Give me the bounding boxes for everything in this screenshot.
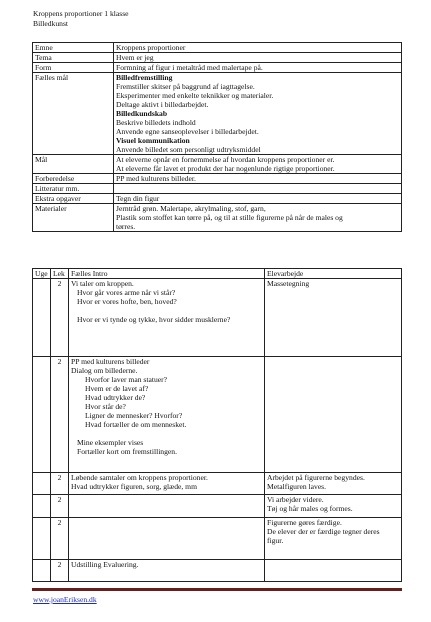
intro-cell [69,279,265,357]
week-cell [33,495,51,518]
row-value [114,204,402,232]
section-line: Anvende egne sanseoplevelser i billedarbejdet. [116,127,259,136]
work-line: De elever der er færdige tegner deres [267,527,380,536]
intro-line: Mine eksempler vises [77,438,144,447]
intro-line: Hvad udtrykker de? [85,393,146,402]
intro-line: Hvem er de lavet af? [85,384,149,393]
table-row [33,174,402,184]
section-line: Anvende billedet som personligt udtryksmiddel [116,145,261,154]
lesson-cell: 2 [51,473,69,495]
intro-line: Hvor er vi tynde og tykke, hvor sidder musklerne? [77,315,231,324]
page-subtitle: Billedkunst [33,19,69,28]
week-cell [33,279,51,357]
table-row [33,73,402,155]
intro-line: Løbende samtaler om kroppens proportioner. [71,473,208,482]
intro-line [71,306,262,315]
intro-cell [69,357,265,473]
intro-line: Hvad udtrykker figuren, sorg, glæde, mm [71,482,197,491]
section-line: Fremstiller skitser på baggrund af iagttagelse. [116,82,255,91]
intro-line: Hvor er vores hofte, ben, hoved? [77,297,177,306]
section-line: Deltage aktivt i billedarbejdet. [116,100,209,109]
table-row [33,184,402,194]
student-work-cell [265,495,402,518]
table-row [33,560,402,582]
table-row [33,495,402,518]
row-value [114,155,402,174]
page-title: Kroppens proportioner 1 klasse [33,9,129,18]
table-row [33,43,402,53]
intro-line: Ligner de mennesker? Hvorfor? [85,411,183,420]
column-header-intro: Fælles Intro [69,269,265,279]
intro-line [71,429,262,438]
row-label: Form [33,63,114,73]
lesson-cell: 2 [51,279,69,357]
intro-cell [69,518,265,560]
intro-line: Hvor går vores arme når vi står? [77,288,176,297]
intro-line: PP med kulturens billeder [71,357,150,366]
row-value: Tegn din figur [114,194,402,204]
lesson-plan-table [32,268,402,582]
table-row [33,63,402,73]
section-line: Eksperimenter med enkelte teknikker og materialer. [116,91,274,100]
work-line: Vi arbejder videre. [267,495,324,504]
intro-line: Fortæller kort om fremstillingen. [77,447,177,456]
lesson-cell: 2 [51,518,69,560]
table-row [33,155,402,174]
row-value: PP med kulturens billeder. [114,174,402,184]
intro-line: Udstilling Evaluering. [71,560,139,569]
week-cell [33,473,51,495]
row-label: Ekstra opgaver [33,194,114,204]
row-value [114,73,402,155]
section-line: Beskrive billedets indhold [116,118,196,127]
header-row [33,269,402,279]
value-line: Jerntråd grøn. Malertape, akrylmaling, stof, garn, [116,204,266,213]
value-line: At eleverne opnår en fornemmelse af hvordan kroppens proportioner er. [116,155,335,164]
column-header-week: Uge [33,269,51,279]
value-line: Plastik som stoffet kan tørre på, og til at stille figurerne på når de males og [116,213,343,222]
row-label: Litteratur mm. [33,184,114,194]
intro-line: Vi taler om kroppen. [71,279,134,288]
work-line: Arbejdet på figurerne begyndes. [267,473,365,482]
row-label: Materialer [33,204,114,232]
row-label: Tema [33,53,114,63]
work-line: Metalfiguren laves. [267,482,327,491]
column-header-lesson: Lek [51,269,69,279]
section-heading: Billedfremstilling [116,73,173,82]
row-label: Forberedelse [33,174,114,184]
row-label: Fælles mål [33,73,114,155]
overview-table [32,42,402,232]
intro-line: Dialog om billederne. [71,366,138,375]
intro-cell [69,495,265,518]
work-line: Massetegning [267,279,310,288]
intro-line: Hvor står de? [85,402,126,411]
table-row [33,279,402,357]
row-value: Kroppens proportioner [114,43,402,53]
table-row [33,473,402,495]
lesson-cell: 2 [51,495,69,518]
intro-line: Hvad fortæller de om mennesket. [85,420,187,429]
table-row [33,53,402,63]
table-row [33,204,402,232]
row-label: Emne [33,43,114,53]
table-row [33,518,402,560]
week-cell [33,560,51,582]
intro-cell [69,473,265,495]
work-line: Tøj og hår males og formes. [267,504,353,513]
student-work-cell [265,357,402,473]
intro-line: Hvorfor laver man statuer? [85,375,168,384]
work-line: Figurerne gøres færdige. [267,518,342,527]
lesson-cell: 2 [51,560,69,582]
lesson-cell: 2 [51,357,69,473]
row-value: Formning af figur i metaltråd med malertape på. [114,63,402,73]
week-cell [33,518,51,560]
section-heading: Visuel kommunikation [116,136,190,145]
student-work-cell [265,560,402,582]
row-value: Hvem er jeg [114,53,402,63]
week-cell [33,357,51,473]
value-line: tørres. [116,222,136,231]
section-heading: Billedkundskab [116,109,168,118]
table-row [33,357,402,473]
student-work-cell [265,518,402,560]
footer-website-link[interactable]: www.joanEriksen.dk [33,595,97,604]
row-value [114,184,402,194]
column-header-student-work: Elevarbejde [265,269,402,279]
work-line: figur. [267,536,284,545]
intro-cell [69,560,265,582]
row-label: Mål [33,155,114,174]
table-row [33,194,402,204]
footer-divider [32,588,402,591]
value-line: At eleverne får lavet et produkt der har nogenlunde rigtige proportioner. [116,164,335,173]
student-work-cell [265,473,402,495]
student-work-cell [265,279,402,357]
